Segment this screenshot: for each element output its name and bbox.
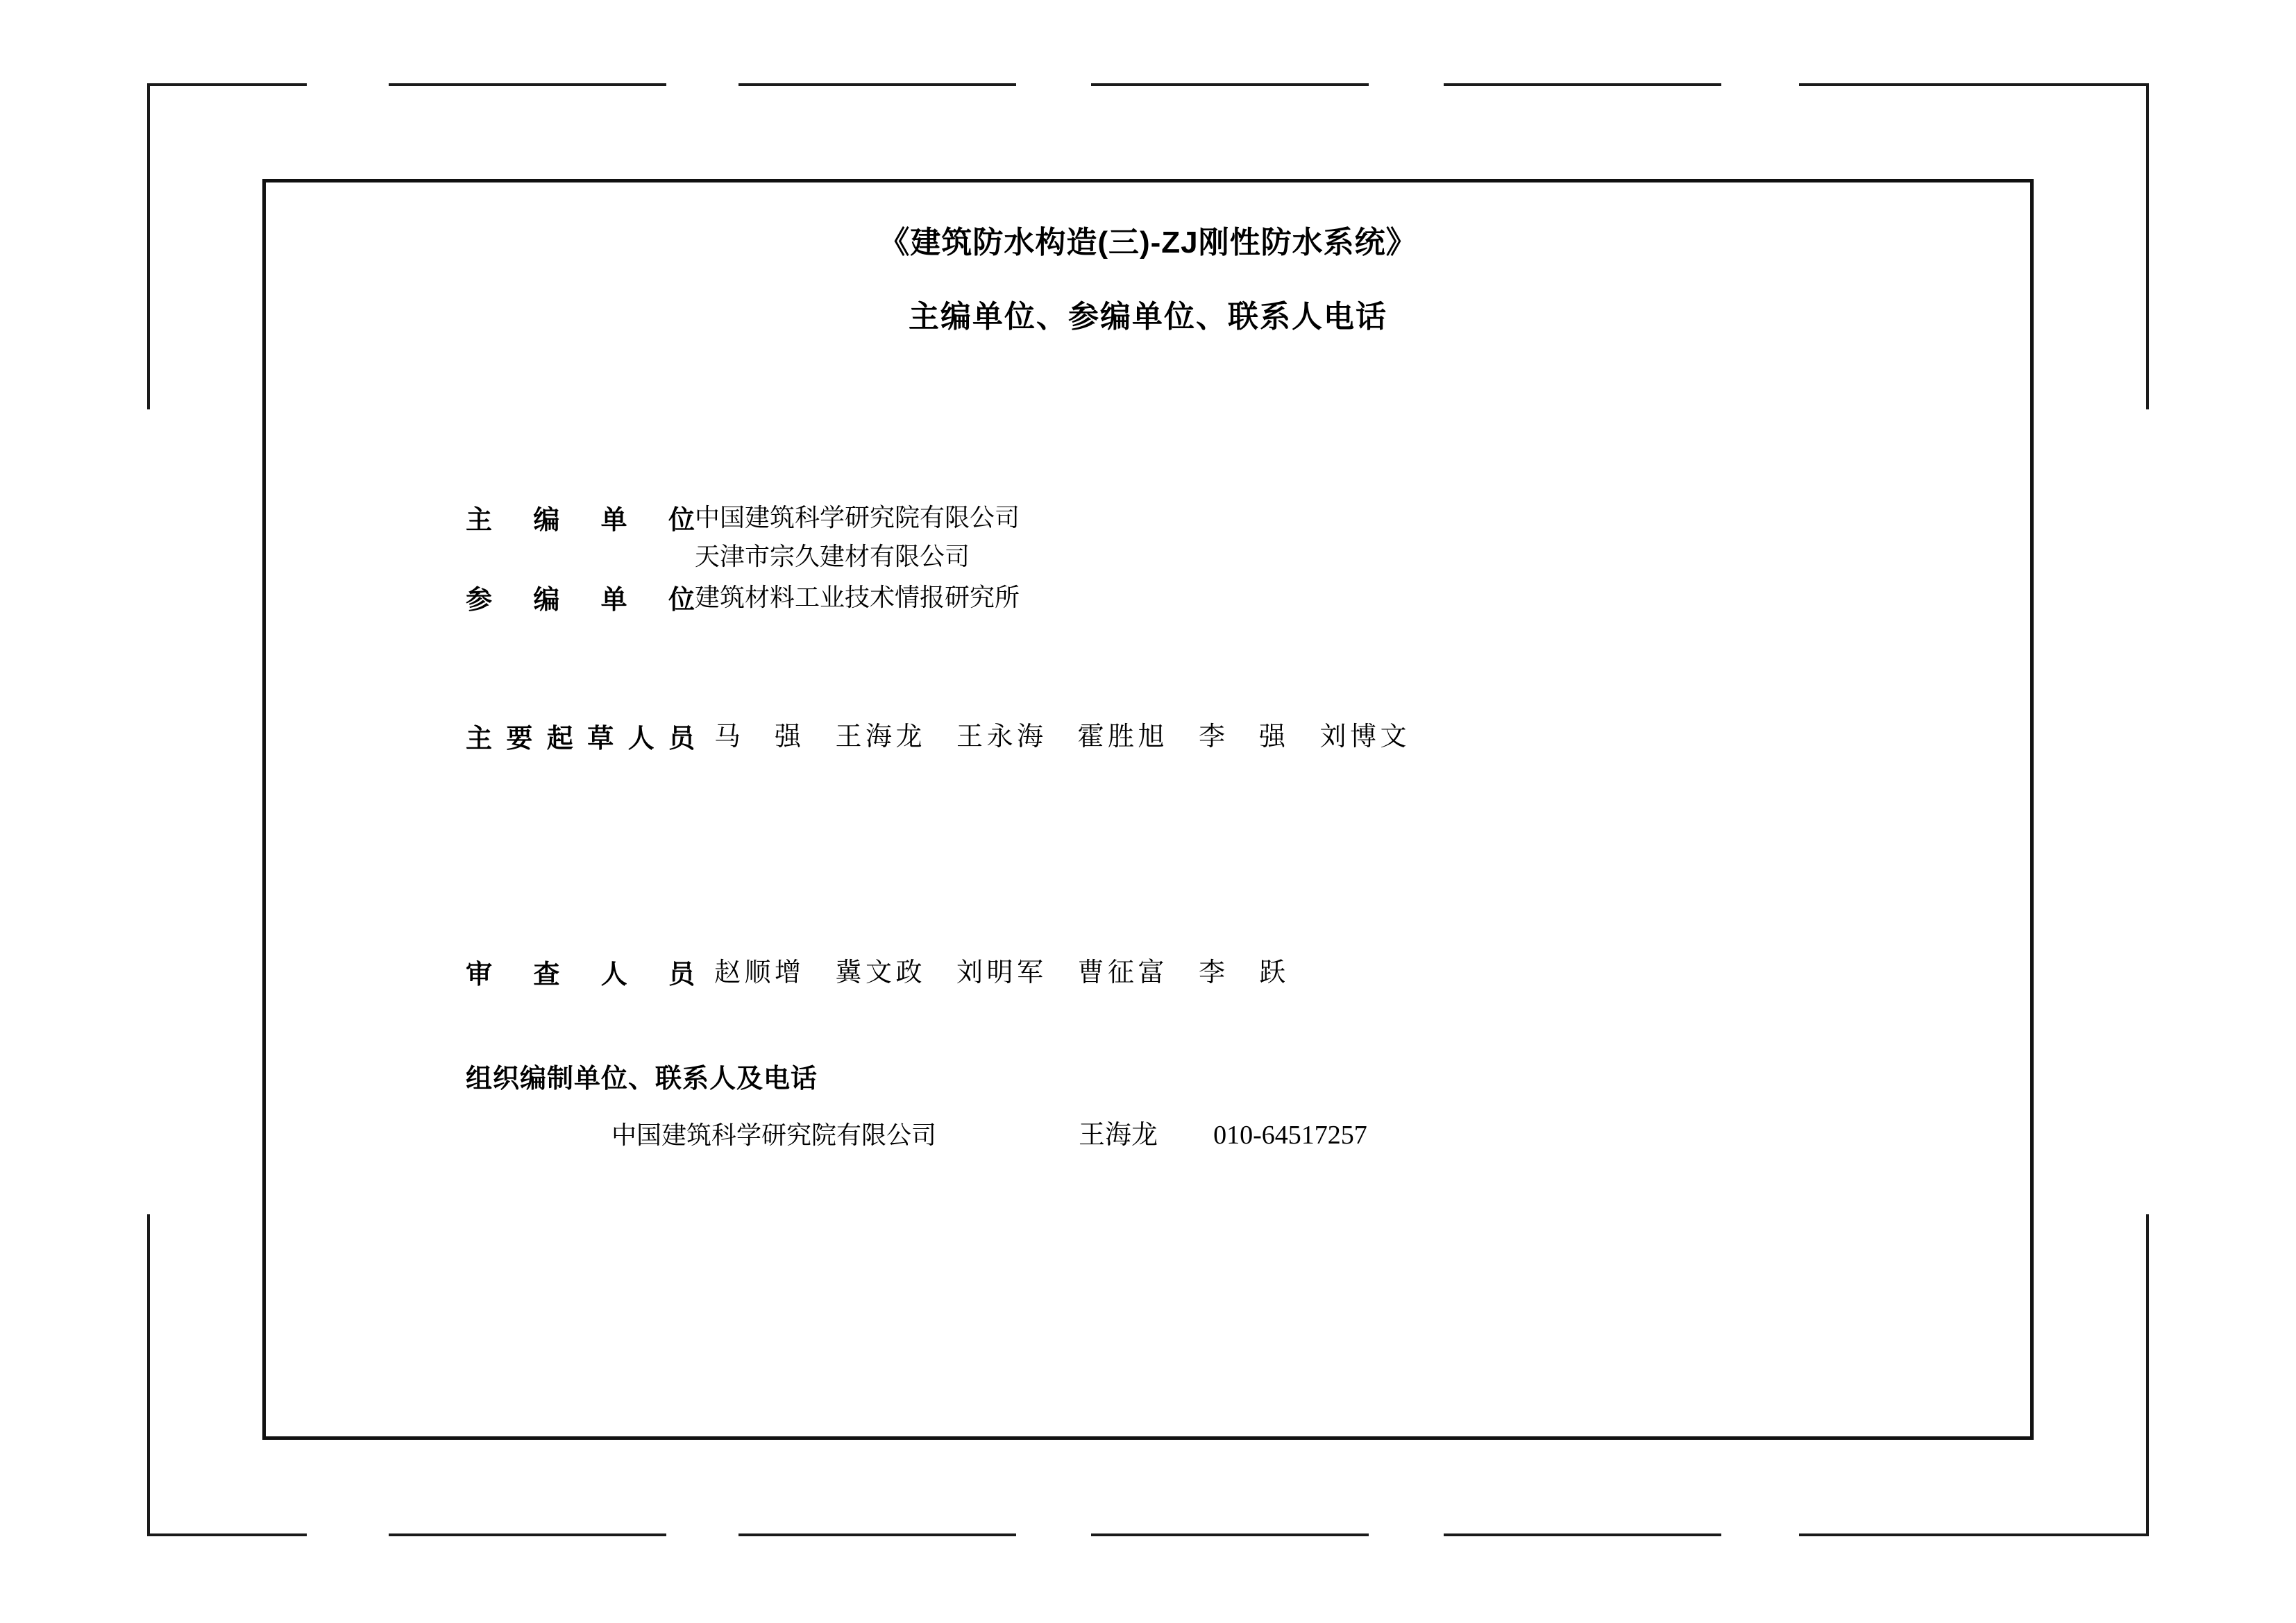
page-subtitle: 主编单位、参编单位、联系人电话 xyxy=(909,300,1387,334)
drafter-name: 刘博文 xyxy=(1319,722,1407,751)
page-title: 《建筑防水构造(三)-ZJ刚性防水系统》 xyxy=(879,226,1417,260)
reviewers-label xyxy=(466,953,695,991)
section-participating-units xyxy=(466,578,1020,617)
drafter-name: 霍胜旭 xyxy=(1077,722,1165,751)
document-border xyxy=(262,179,2034,1440)
drafters-names xyxy=(714,717,1407,758)
drafter-name: 李 强 xyxy=(1199,722,1285,751)
participating-label xyxy=(466,578,695,616)
organizer-contact-name: 王海龙 xyxy=(1079,1121,1158,1150)
organizer-unit: 中国建筑科学研究院有限公司 xyxy=(611,1121,937,1149)
participating-label-text: 参编单位 xyxy=(466,586,695,615)
crop-mark-bottom-4 xyxy=(1091,1533,1369,1536)
crop-mark-top-4 xyxy=(1091,83,1369,86)
title-block xyxy=(266,223,2030,337)
section-reviewers xyxy=(466,953,1285,994)
organizer-phone: 010-64517257 xyxy=(1213,1121,1367,1150)
chief-editor-value-2: 天津市宗久建材有限公司 xyxy=(695,541,970,570)
crop-mark-top-6 xyxy=(1799,83,2149,86)
crop-mark-bottom-6 xyxy=(1799,1533,2149,1536)
crop-mark-bottom-5 xyxy=(1444,1533,1721,1536)
crop-mark-bottom-2 xyxy=(389,1533,666,1536)
chief-editor-value-1: 中国建筑科学研究院有限公司 xyxy=(695,503,1020,532)
crop-mark-right-2 xyxy=(2146,1214,2149,1536)
crop-mark-right-1 xyxy=(2146,83,2149,409)
reviewer-name: 曹征富 xyxy=(1077,958,1165,987)
reviewer-name: 赵顺增 xyxy=(714,958,801,987)
crop-mark-bottom-1 xyxy=(147,1533,307,1536)
reviewer-name: 刘明军 xyxy=(956,958,1043,987)
reviewers-names xyxy=(714,953,1285,994)
crop-mark-left-1 xyxy=(147,83,150,409)
participating-values xyxy=(695,578,1020,617)
chief-editor-values xyxy=(695,498,1020,576)
drafters-label-text: 主要起草人员 xyxy=(466,724,695,754)
organizer-title: 组织编制单位、联系人及电话 xyxy=(466,1064,818,1094)
drafter-name: 马 强 xyxy=(714,722,801,751)
organizer-detail xyxy=(611,1113,1367,1151)
reviewers-label-text: 审查人员 xyxy=(466,960,695,989)
section-drafters xyxy=(466,717,1407,758)
crop-mark-top-3 xyxy=(738,83,1016,86)
crop-mark-left-2 xyxy=(147,1214,150,1536)
drafters-label xyxy=(466,717,695,755)
section-chief-editor xyxy=(466,498,1020,576)
drafter-name: 王海龙 xyxy=(835,722,922,751)
reviewer-name: 李 跃 xyxy=(1199,958,1285,987)
section-organizer xyxy=(466,1057,1367,1151)
chief-editor-label xyxy=(466,498,695,536)
chief-editor-label-text: 主编单位 xyxy=(466,506,695,535)
crop-mark-top-5 xyxy=(1444,83,1721,86)
crop-mark-top-2 xyxy=(389,83,666,86)
participating-value-1: 建筑材料工业技术情报研究所 xyxy=(695,583,1020,611)
reviewer-name: 冀文政 xyxy=(835,958,922,987)
crop-mark-top-1 xyxy=(147,83,307,86)
drafter-name: 王永海 xyxy=(956,722,1043,751)
crop-mark-bottom-3 xyxy=(738,1533,1016,1536)
